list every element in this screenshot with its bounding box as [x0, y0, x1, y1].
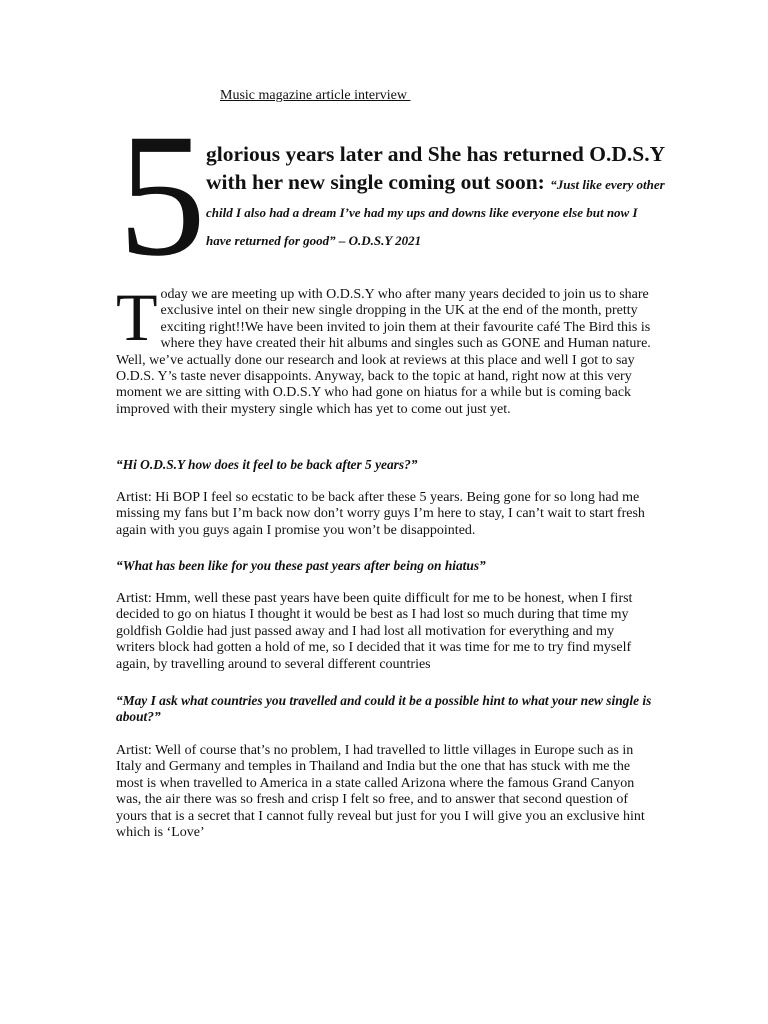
intro-text: oday we are meeting up with O.D.S.Y who after many years decided to join us to share exclusive intel on their new single dropping in the UK at the end of the month, pretty exciting right!!We have been invited to join them at their favourite café The Bird this is where they have created their hit albums and singles such as GONE and Human nature. Well, we’ve actually done our research and look at reviews at this place and well I got to say O.D.S. Y’s taste never disappoints. Anyway, back to the topic at hand, right now at this very moment we are sitting with O.D.S.Y who had gone on hiatus for a while but is coming back improved with their mystery single which has yet to come out just yet.	[116, 287, 651, 417]
headline	[206, 140, 666, 252]
document-label: Music magazine article interview	[220, 88, 411, 103]
answer-1: Artist: Hi BOP I feel so ecstatic to be back after these 5 years. Being gone for so long had me missing my fans but I’m back now don’t worry guys I’m here to stay, I can’t wait to start fresh again with you guys again I promise you won’t be disappointed.	[116, 490, 645, 538]
question-3: “May I ask what countries you travelled and could it be a possible hint to what your new single is about?”	[116, 693, 652, 725]
question-1: “Hi O.D.S.Y how does it feel to be back after 5 years?”	[116, 457, 418, 472]
intro-paragraph	[116, 279, 656, 418]
headline-quote: “Just like every other child I also had a dream I’ve had my ups and downs like everyone else but now I have returned for good” – O.D.S.Y 2021	[206, 177, 665, 248]
question-2: “What has been like for you these past years after being on hiatus”	[116, 558, 486, 573]
intro-drop-letter: T	[116, 279, 158, 355]
headline-text: glorious years later and She has returned O.D.S.Y with her new single coming out soon:	[206, 142, 665, 194]
drop-numeral: 5	[118, 98, 206, 293]
answer-3: Artist: Well of course that’s no problem, I had travelled to little villages in Europe such as in Italy and Germany and temples in Thailand and India but the one that has stuck with me the most is when travelled to America in a state called Arizona where the famous Grand Canyon was, the air there was so fresh and crisp I felt so free, and to answer that second question of yours that is a secret that I cannot fully reveal but just for you I will give you an exclusive hint which is ‘Love’	[116, 743, 645, 841]
answer-2: Artist: Hmm, well these past years have been quite difficult for me to be honest, when I first decided to go on hiatus I thought it would be best as I had lost so much during that time my goldfish Goldie had just passed away and I had lost all motivation for everything and my writers block had gotten a hold of me, so I decided that it was time for me to try find myself again, by travelling around to several different countries	[116, 591, 633, 672]
